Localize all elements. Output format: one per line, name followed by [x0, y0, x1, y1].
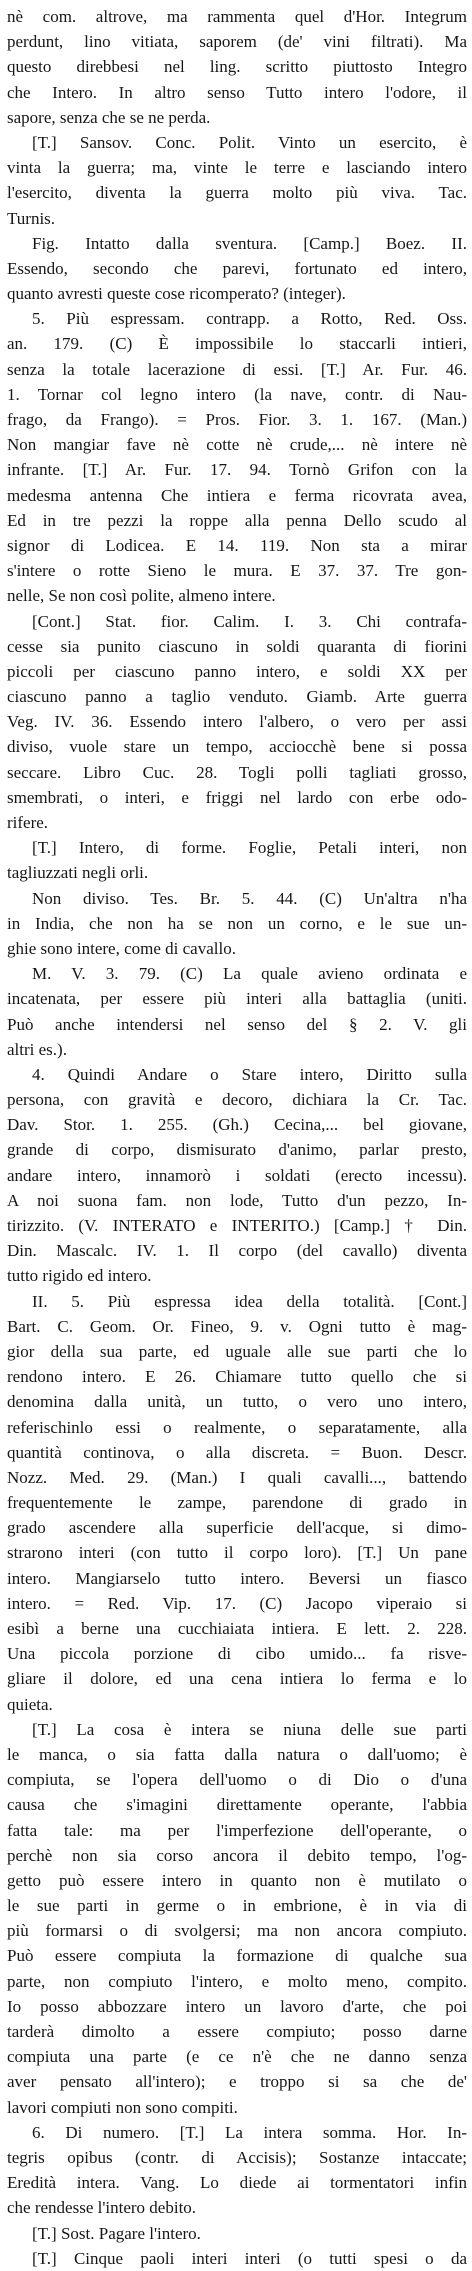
- text-line: Veg. IV. 36. Essendo intero l'albero, o vero per assi: [7, 712, 467, 732]
- text-line: [Cont.] Stat. fior. Calim. I. 3. Chi contrafa-: [32, 611, 467, 631]
- text-line: getto può essere intero in quanto non è mutilato o: [7, 1870, 467, 1890]
- text-line: Può essere compiuta la formazione di qualche sua: [7, 1946, 467, 1966]
- text-line: vinta la guerra; ma, vinte le terre e lasciando intero: [7, 158, 467, 178]
- text-line: in India, che non ha se non un corno, e le sue un-: [7, 913, 467, 933]
- text-line: nelle, Se non così polite, almeno intere.: [7, 586, 276, 606]
- text-line: esibì a berne una cucchiaiata intiera. E lett. 2. 228.: [7, 1619, 467, 1638]
- text-line: 4. Quindi Andare o Stare intero, Diritto sulla: [32, 1064, 467, 1084]
- text-line: grande di corpo, dismisurato d'animo, parlar presto,: [7, 1140, 467, 1160]
- text-line: Ed in tre pezzi la roppe alla penna Dello scudo al: [7, 510, 467, 530]
- text-line: Nozz. Med. 29. (Man.) I quali cavalli..., battendo: [7, 1467, 467, 1487]
- text-line: seccare. Libro Cuc. 28. Togli polli tagliati grosso,: [7, 762, 467, 782]
- text-line: [T.] Intero, di forme. Foglie, Petali interi, non: [32, 838, 467, 858]
- text-line: quantità continova, o alla discreta. = Buon. Descr.: [7, 1442, 467, 1462]
- text-line: signor di Lodicea. E 14. 119. Non sta a mirar: [7, 535, 467, 555]
- text-line: Dav. Stor. 1. 255. (Gh.) Cecina,... bel giovane,: [7, 1115, 467, 1135]
- text-line: rifere.: [7, 813, 49, 832]
- text-line: [T.] Sost. Pagare l'intero.: [32, 2223, 201, 2243]
- text-line: più formarsi o di svolgersi; ma non ancora compiuto.: [7, 1921, 467, 1941]
- text-line: rendono intero. E 26. Chiamare tutto quello che si: [7, 1367, 467, 1387]
- text-line: Non diviso. Tes. Br. 5. 44. (C) Un'altra n'ha: [32, 888, 467, 908]
- text-line: infrante. [T.] Ar. Fur. 17. 94. Tornò Grifon con la: [7, 460, 467, 480]
- text-line: sapore, senza che se ne perda.: [7, 107, 211, 127]
- text-line: perchè non sia corso ancora il debito tempo, l'og-: [7, 1845, 467, 1865]
- text-line: [T.] Cinque paoli interi interi (o tutti spesi o da: [32, 2248, 467, 2268]
- text-line: Eredità intera. Vang. Lo diede ai tormentatori infin: [7, 2173, 467, 2193]
- text-line: Non mangiar fave nè cotte nè crude,... nè intere nè: [7, 435, 467, 455]
- text-line: referischinlo essi o realmente, o separatamente, alla: [7, 1417, 467, 1437]
- text-line: A noi suona fam. non lode, Tutto d'un pezzo, In-: [7, 1190, 467, 1210]
- text-line: andare intero, innamorò i soldati (erecto incessu).: [7, 1165, 467, 1185]
- text-line: denomina dalla unità, un tutto, o vero uno intero,: [7, 1392, 467, 1412]
- text-line: [T.] Sansov. Conc. Polit. Vinto un esercito, è: [32, 132, 467, 152]
- text-line: perdunt, lino vitiata, saporem (de' vini filtrati). Ma: [7, 32, 467, 52]
- text-line: gliare il dolore, ed una cena intiera lo ferma e lo: [7, 1669, 467, 1689]
- text-line: Una piccola porzione di cibo umido... fa risve-: [7, 1644, 467, 1664]
- text-line: M. V. 3. 79. (C) La quale avieno ordinata e: [32, 964, 467, 984]
- text-line: nè com. altrove, ma rammenta quel d'Hor. Integrum: [7, 7, 467, 26]
- text-line: fatta tale: ma per l'imperfezione dell'operante, o: [7, 1820, 467, 1840]
- text-line: smembrati, o interi, e friggi nel lardo con erbe odo-: [7, 787, 467, 807]
- text-line: tirizzito. (V. INTERATO e INTERITO.) [Camp.] † Din.: [7, 1216, 467, 1235]
- text-line: grado ascendere alla superficie dell'acque, si dimo-: [7, 1518, 467, 1538]
- text-line: aver pensato all'intero); e troppo si sa che de': [7, 2072, 467, 2092]
- text-line: 5. Più espressam. contrapp. a Rotto, Red. Oss.: [32, 309, 467, 329]
- text-line: II. 5. Più espressa idea della totalità. [Cont.]: [32, 1291, 467, 1311]
- text-line: l'esercito, diventa la guerra molto più viva. Tac.: [7, 183, 467, 203]
- text-line: gior della sua parte, ed uguale alle sue parti che lo: [7, 1341, 467, 1361]
- text-line: compiuta una parte (e ce n'è che ne danno senza: [7, 2047, 467, 2067]
- text-line: Bart. C. Geom. Or. Fineo, 9. v. Ogni tutto è mag-: [7, 1316, 467, 1336]
- text-line: tarderà dimolto a essere compiuto; posso darne: [7, 2022, 467, 2041]
- text-line: Turnis.: [7, 208, 56, 228]
- text-line: lavori compiuti non sono compiti.: [7, 2097, 238, 2117]
- text-line: parte, non compiuto l'intero, e molto meno, compito.: [7, 1971, 467, 1991]
- text-line: Io posso abbozzare intero un lavoro d'arte, che poi: [7, 1996, 467, 2016]
- text-line: persona, con gravità e decoro, dichiara la Cr. Tac.: [7, 1090, 467, 1110]
- text-line: le manca, o sia fatta dalla natura o dall'uomo; è: [7, 1744, 467, 1764]
- text-line: strarono interi (con tutto il corpo loro). [T.] Un pane: [7, 1543, 467, 1563]
- text-line: che Intero. In altro senso Tutto intero l'odore, il: [7, 82, 467, 102]
- text-line: [T.] La cosa è intera se niuna delle sue parti: [32, 1719, 467, 1739]
- text-line: tegris opibus (contr. di Accisis); Sostanze intaccate;: [7, 2147, 467, 2167]
- text-line: an. 179. (C) È impossibile lo staccarli intieri,: [7, 334, 467, 354]
- text-line: le sue parti in germe o in embrione, è in via di: [7, 1896, 467, 1916]
- text-line: Din. Mascalc. IV. 1. Il corpo (del cavallo) diventa: [7, 1241, 467, 1261]
- text-line: tutto rigido ed intero.: [7, 1266, 152, 1286]
- text-line: Può anche intendersi nel senso del § 2. V. gli: [7, 1014, 467, 1034]
- text-line: frequentemente le zampe, parendone di grado in: [7, 1493, 467, 1513]
- text-line: causa che s'imagini direttamente operante, l'abbia: [7, 1795, 467, 1815]
- text-line: senza la totale lacerazione di essi. [T.] Ar. Fur. 46.: [7, 359, 467, 379]
- text-line: questo direbbesi nel ling. scritto piuttosto Integro: [7, 57, 467, 77]
- text-line: Essendo, secondo che parevi, fortunato ed intero,: [7, 258, 467, 278]
- text-line: tagliuzzati negli orli.: [7, 863, 149, 883]
- text-line: ghie sono intere, come di cavallo.: [7, 938, 236, 958]
- text-line: quanto avresti queste cose ricomperato? (integer).: [7, 284, 346, 304]
- text-line: 6. Di numero. [T.] La intera somma. Hor. In-: [32, 2122, 467, 2142]
- text-line: intero. = Red. Vip. 17. (C) Jacopo viperaio si: [7, 1593, 467, 1613]
- text-line: cesse sia punito ciascuno in soldi quaranta di fiorini: [7, 636, 467, 656]
- text-line: incatenata, per essere più interi alla battaglia (uniti.: [7, 989, 467, 1009]
- text-line: medesma antenna Che intiera e ferma ricovrata avea,: [7, 485, 467, 505]
- text-line: che rendesse l'intero debito.: [7, 2198, 197, 2218]
- text-line: intero. Mangiarselo tutto intero. Beversi un fiasco: [7, 1568, 467, 1588]
- text-line: quieta.: [7, 1694, 53, 1714]
- text-line: altri es.).: [7, 1039, 67, 1059]
- text-line: compiuta, se l'opera dell'uomo o di Dio o d'una: [7, 1770, 467, 1790]
- text-line: frago, da Frango). = Pros. Fior. 3. 1. 167. (Man.): [7, 410, 467, 429]
- text-line: piccoli per ciascuno panno intero, e soldi XX per: [7, 661, 467, 681]
- text-line: ciascuno panno a taglio venduto. Giamb. Arte guerra: [7, 687, 467, 707]
- text-line: 1. Tornar col legno intero (la nave, contr. di Nau-: [7, 384, 467, 404]
- text-line: s'intere o rotte Sieno le mura. E 37. 37. Tre gon-: [7, 561, 467, 581]
- text-line: Fig. Intatto dalla sventura. [Camp.] Boez. II.: [32, 233, 467, 253]
- text-line: diviso, vuole stare un tempo, acciocchè bene si possa: [7, 737, 467, 757]
